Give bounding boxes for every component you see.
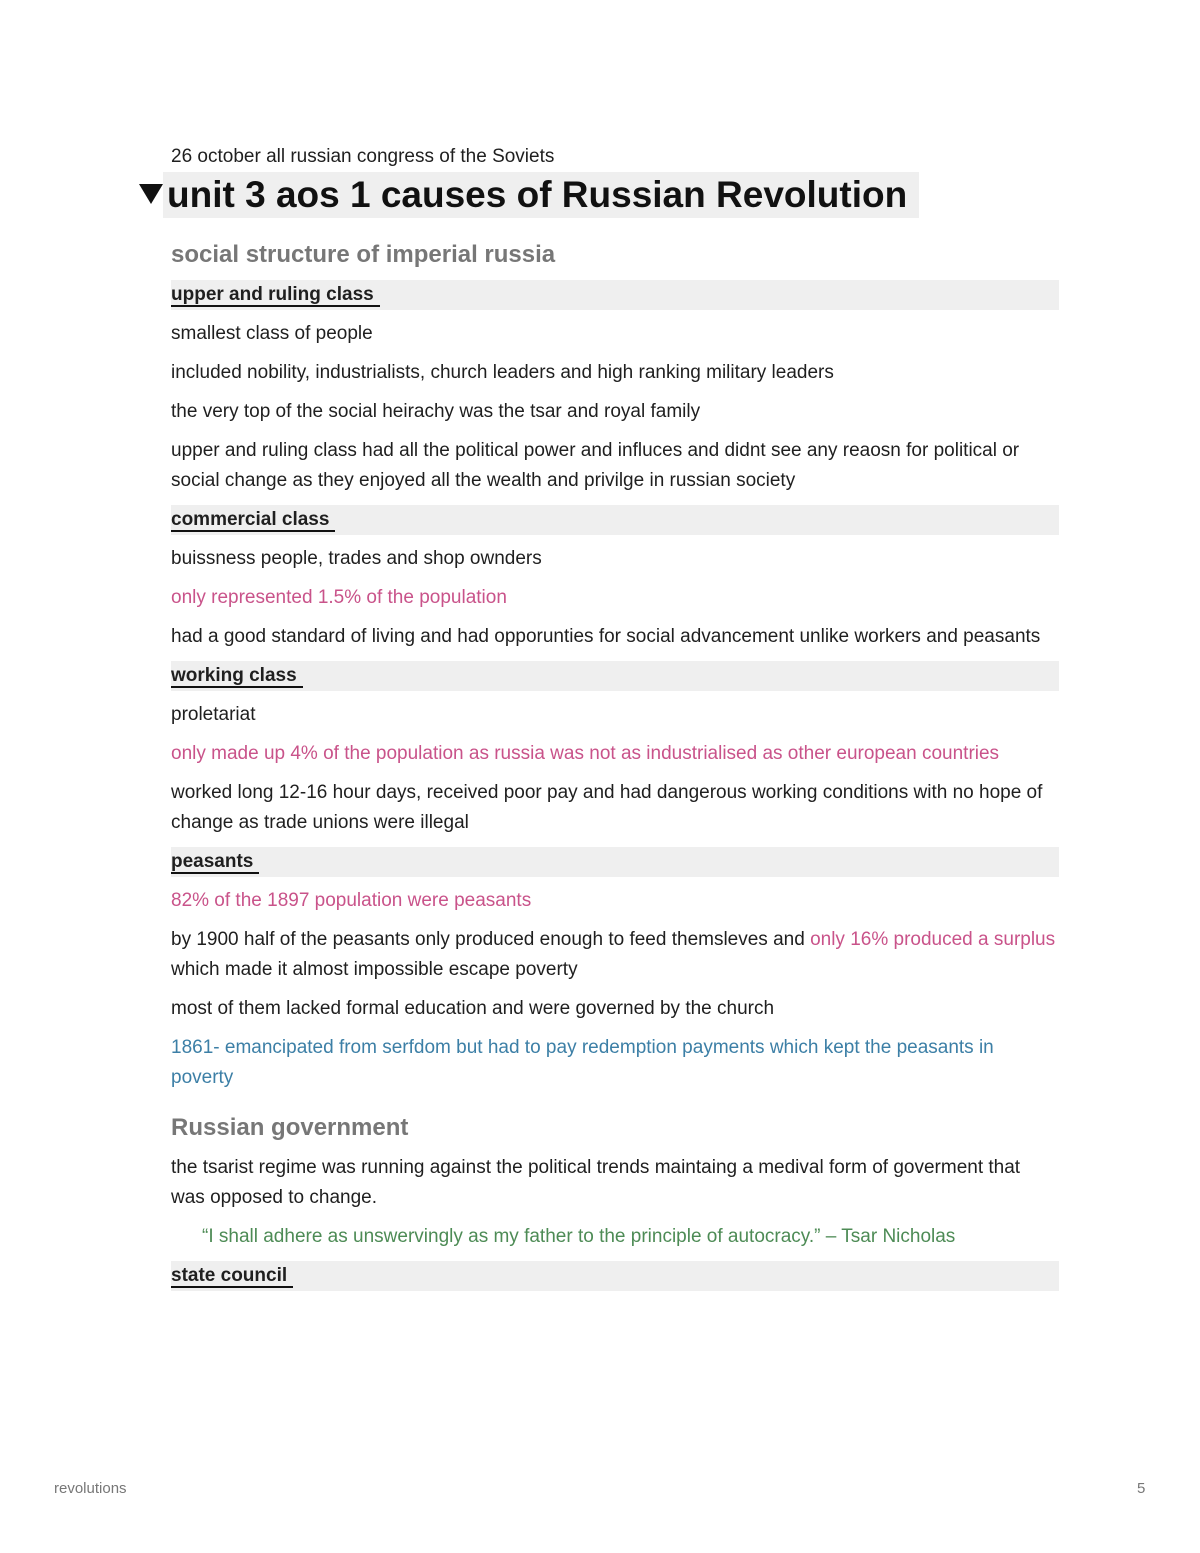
- paragraph: buissness people, trades and shop ownders: [171, 548, 542, 569]
- highlight-paragraph: only represented 1.5% of the population: [171, 587, 507, 608]
- paragraph: smallest class of people: [171, 323, 373, 344]
- toggle-heading[interactable]: [163, 172, 1059, 218]
- paragraph: included nobility, industrialists, church leaders and high ranking military leaders: [171, 362, 834, 383]
- paragraph: worked long 12-16 hour days, received poor pay and had dangerous working conditions with no hope of change as trade unions were illegal: [171, 782, 1043, 833]
- page-content: [167, 144, 1059, 1300]
- subheading-working-class: working class: [171, 661, 1059, 691]
- subheading-peasants: peasants: [171, 847, 1059, 877]
- pre-line: 26 october all russian congress of the Soviets: [171, 146, 555, 167]
- inline-highlight: only 16% produced a surplus: [810, 929, 1056, 950]
- triangle-down-icon[interactable]: [139, 184, 163, 204]
- page-title: unit 3 aos 1 causes of Russian Revolution: [163, 172, 919, 218]
- subheading-state-council: state council: [171, 1261, 1059, 1291]
- paragraph: the tsarist regime was running against the political trends maintaing a medival form of goverment that was opposed to change.: [171, 1157, 1021, 1208]
- highlight-paragraph: only made up 4% of the population as russia was not as industrialised as other european countries: [171, 743, 1000, 764]
- section-heading-government: Russian government: [171, 1114, 409, 1141]
- footer-title: revolutions: [54, 1480, 127, 1497]
- page-number: 5: [1137, 1480, 1146, 1497]
- paragraph: by 1900 half of the peasants only produced enough to feed themsleves and only 16% produced a surplus which made it almost impossible escape poverty: [171, 929, 1056, 980]
- subheading-upper-class: upper and ruling class: [171, 280, 1059, 310]
- highlight-paragraph: 1861- emancipated from serfdom but had to pay redemption payments which kept the peasants in poverty: [171, 1037, 994, 1088]
- subheading-commercial-class: commercial class: [171, 505, 1059, 535]
- highlight-paragraph: 82% of the 1897 population were peasants: [171, 890, 532, 911]
- paragraph: had a good standard of living and had opporunties for social advancement unlike workers and peasants: [171, 626, 1041, 647]
- quote: “I shall adhere as unswervingly as my father to the principle of autocracy.” – Tsar Nicholas: [202, 1226, 956, 1247]
- paragraph: upper and ruling class had all the political power and influces and didnt see any reaosn for political or social change as they enjoyed all the wealth and privilge in russian society: [171, 440, 1020, 491]
- paragraph: most of them lacked formal education and were governed by the church: [171, 998, 775, 1019]
- paragraph: proletariat: [171, 704, 256, 725]
- section-heading-social-structure: social structure of imperial russia: [171, 241, 556, 268]
- paragraph: the very top of the social heirachy was the tsar and royal family: [171, 401, 701, 422]
